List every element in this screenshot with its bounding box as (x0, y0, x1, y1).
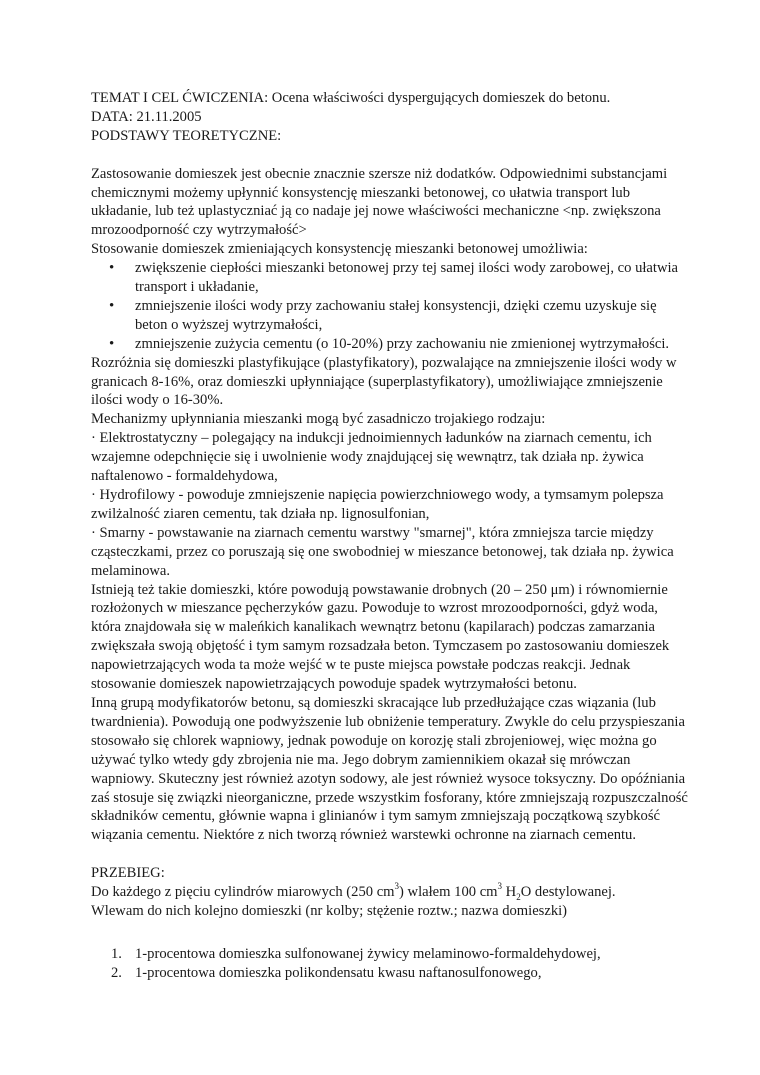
setting-paragraph: Inną grupą modyfikatorów betonu, są domieszki skracające lub przedłużające czas wiązania (lub twardnienia). Powodują one podwyższenie lub obniżenie temperatury. Zwykle do celu przyspieszania stosowało się chlorek wapniowy, jednak powoduje on korozję stali zbrojeniowej, więc można go używać tylko wtedy gdy zbrojenia nie ma. Jego dobrym zamiennikiem okazał się mrówczan wapniowy. Skuteczny jest również azotyn sodowy, ale jest również wysoce toksyczny. Do opóźniania zaś stosuje się związki nieorganiczne, przede wszystkim fosforany, które zmniejszają rozpuszczalność składników cementu, głównie wapna i glinianów i tym samym zmniejszają początkową szybkość wiązania cementu. Niektóre z nich tworzą również warstewki ochronne na ziarnach cementu. (91, 694, 688, 844)
text-run: O destylowanej. (520, 884, 616, 901)
superscript: 3 (394, 881, 400, 892)
document-page (91, 89, 691, 983)
mechanisms-intro: Mechanizmy upłynniania mieszanki mogą być zasadniczo trojakiego rodzaju: (91, 411, 546, 428)
theory-heading: PODSTAWY TEORETYCZNE: (91, 127, 282, 144)
topic-line: TEMAT I CEL ĆWICZENIA: Ocena właściwości dyspergujących domieszek do betonu. (91, 90, 611, 106)
list-number: 2. (111, 964, 122, 981)
date-line: DATA: 21.11.2005 (91, 108, 202, 125)
procedure-heading: PRZEBIEG: (91, 865, 165, 882)
text-run: H (502, 884, 517, 901)
list-intro: Stosowanie domieszek zmieniających konsystencję mieszanki betonowej umożliwia: (91, 241, 588, 258)
spacer (91, 146, 691, 165)
procedure-line: Wlewam do nich kolejno domieszki (nr kolby; stężenie roztw.; nazwa domieszki) (91, 902, 568, 919)
mechanism-item: · Elektrostatyczny – polegający na indukcji jednoimiennych ładunków na ziarnach cementu, ich wzajemne odepchnięcie się i uwolnienie wody znajdującej się wewnątrz, tak działa np. żywica naftalenowo - formaldehydowa, (91, 430, 652, 485)
air-entraining-paragraph: Istnieją też takie domieszki, które powodują powstawanie drobnych (20 – 250 μm) i równomiernie rozłożonych w mieszance pęcherzyków gazu. Powoduje to wzrost mrozoodporności, gdyż woda, która znajdowała się w maleńkich kanalikach wewnątrz betonu (kapilarach) podczas zamarzania zwiększała swoją objętość i tym samym rozsadzała beton. Tymczasem po zastosowaniu domieszek napowietrzających woda ta może wejść w te puste miejsca powstałe podczas reakcji. Jednak stosowanie domieszek napowietrzających powoduje spadek wytrzymałości betonu. (91, 581, 670, 693)
list-item: • zmniejszenie ilości wody przy zachowaniu stałej konsystencji, dzięki czemu uzyskuje się beton o wyższej wytrzymałości, (135, 297, 691, 335)
list-item-text: 1-procentowa domieszka sulfonowanej żywicy melaminowo-formaldehydowej, (135, 945, 601, 962)
text-run: ) wlałem 100 cm (399, 884, 498, 901)
plasticizers-paragraph: Rozróżnia się domieszki plastyfikujące (plastyfikatory), pozwalające na zmniejszenie ilości wody w granicach 8-16%, oraz domieszki upłynniające (superplastyfikatory), umożliwiające zmniejszenie ilości wody o 16-30%. (91, 354, 677, 409)
subscript: 2 (516, 891, 521, 902)
spacer (91, 845, 691, 864)
spacer (91, 921, 691, 945)
mechanism-item: · Hydrofilowy - powoduje zmniejszenie napięcia powierzchniowego wody, a tymsamym polepsza zwilżalność ziaren cementu, tak działa np. lignosulfonian, (91, 487, 664, 522)
list-item (111, 945, 691, 964)
intro-paragraph: Zastosowanie domieszek jest obecnie znacznie szersze niż dodatków. Odpowiednimi substancjami chemicznymi możemy upłynnić konsystencję mieszanki betonowej, co ułatwia transport lub układanie, lub też uplastyczniać ją co nadaje jej nowe właściwości mechaniczne <np. zwiększona mrozoodporność czy wytrzymałość> (91, 165, 668, 239)
benefits-list (91, 259, 691, 354)
list-item: • zwiększenie ciepłości mieszanki betonowej przy tej samej ilości wody zarobowej, co ułatwia transport i układanie, (135, 259, 691, 297)
list-number: 1. (111, 945, 122, 962)
text-run: Do każdego z pięciu cylindrów miarowych (250 cm (91, 884, 395, 901)
admixture-list (91, 945, 691, 983)
mechanism-item: · Smarny - powstawanie na ziarnach cementu warstwy "smarnej", która zmniejsza tarcie między cząsteczkami, przez co poruszają się one swobodniej w mieszance betonowej, tak działa np. żywica melaminowa. (91, 524, 674, 579)
superscript: 3 (497, 881, 503, 892)
list-item: • zmniejszenie zużycia cementu (o 10-20%) przy zachowaniu nie zmienionej wytrzymałości. (135, 335, 691, 354)
list-item (111, 964, 691, 983)
procedure-line (91, 883, 691, 902)
list-item-text: 1-procentowa domieszka polikondensatu kwasu naftanosulfonowego, (135, 964, 542, 981)
